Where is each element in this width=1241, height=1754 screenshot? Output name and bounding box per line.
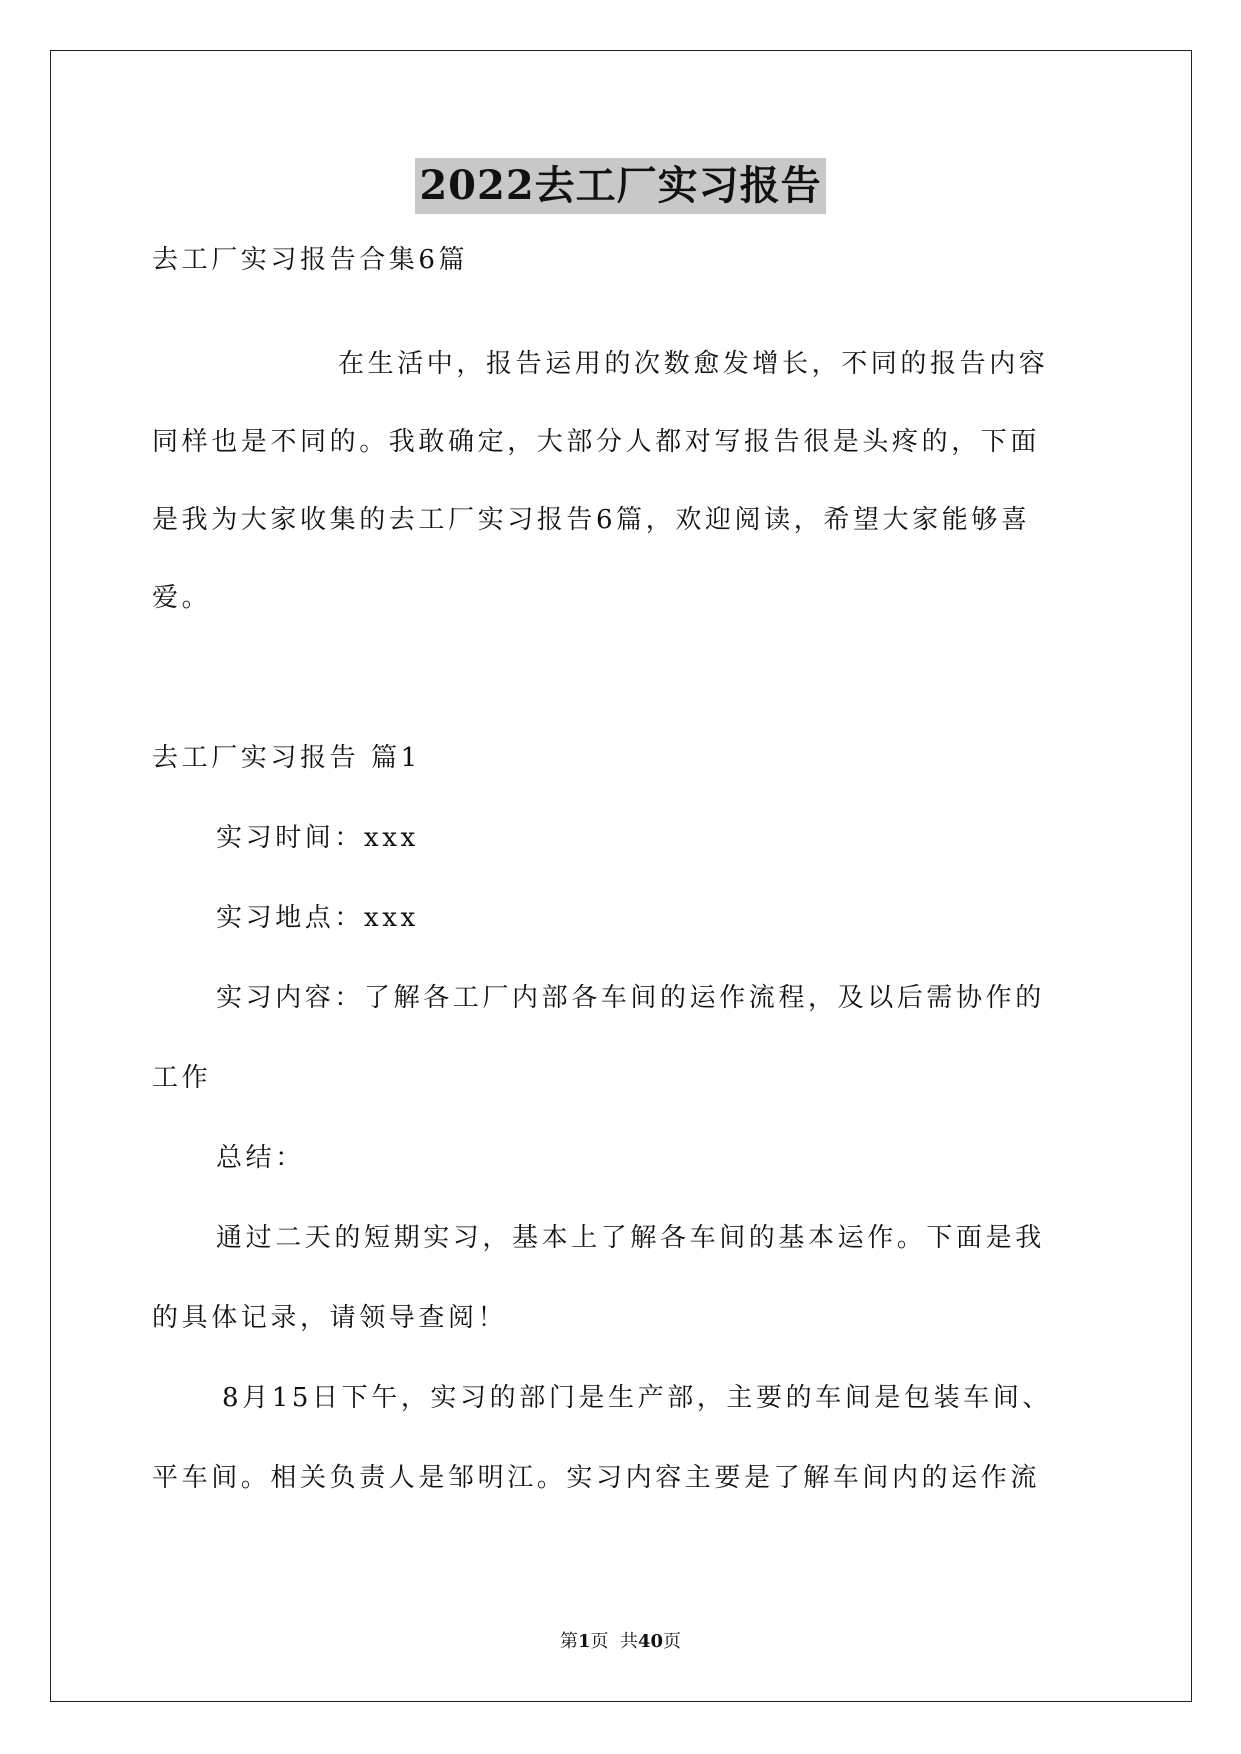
footer-page-prefix: 第 <box>559 1631 578 1652</box>
internship-content-line-1: 实习内容：了解各工厂内部各车间的运作流程，及以后需协作的 <box>216 983 1045 1013</box>
summary-paragraph-line-1: 通过二天的短期实习，基本上了解各车间的基本运作。下面是我 <box>216 1223 1045 1253</box>
internship-location: 实习地点：xxx <box>216 903 419 933</box>
intro-paragraph-line-2: 同样也是不同的。我敢确定，大部分人都对写报告很是头疼的，下面 <box>152 427 1041 457</box>
collection-subtitle: 去工厂实习报告合集6篇 <box>152 245 469 275</box>
intro-paragraph-line-1: 在生活中，报告运用的次数愈发增长，不同的报告内容 <box>338 349 1049 379</box>
internship-time: 实习时间：xxx <box>216 823 419 853</box>
intro-paragraph-line-4: 爱。 <box>152 583 212 613</box>
page-border <box>50 50 1192 1702</box>
footer-page-total: 40 <box>637 1631 664 1652</box>
section-heading: 去工厂实习报告 篇1 <box>152 743 421 773</box>
page-footer <box>0 1630 1241 1654</box>
summary-label: 总结： <box>216 1143 305 1173</box>
record-paragraph-line-2: 平车间。相关负责人是邹明江。实习内容主要是了解车间内的运作流 <box>152 1463 1041 1493</box>
title-container <box>0 158 1241 214</box>
footer-page-suffix: 页 <box>663 1631 682 1652</box>
record-paragraph-line-1: 8月15日下午，实习的部门是生产部，主要的车间是包装车间、 <box>222 1383 1053 1413</box>
internship-content-line-2: 工作 <box>152 1063 212 1093</box>
footer-page-current: 1 <box>577 1631 591 1652</box>
document-title: 2022去工厂实习报告 <box>415 158 825 214</box>
intro-paragraph-line-3: 是我为大家收集的去工厂实习报告6篇，欢迎阅读，希望大家能够喜 <box>152 505 1031 535</box>
footer-page-mid: 页 共 <box>590 1631 638 1652</box>
summary-paragraph-line-2: 的具体记录，请领导查阅！ <box>152 1303 508 1333</box>
